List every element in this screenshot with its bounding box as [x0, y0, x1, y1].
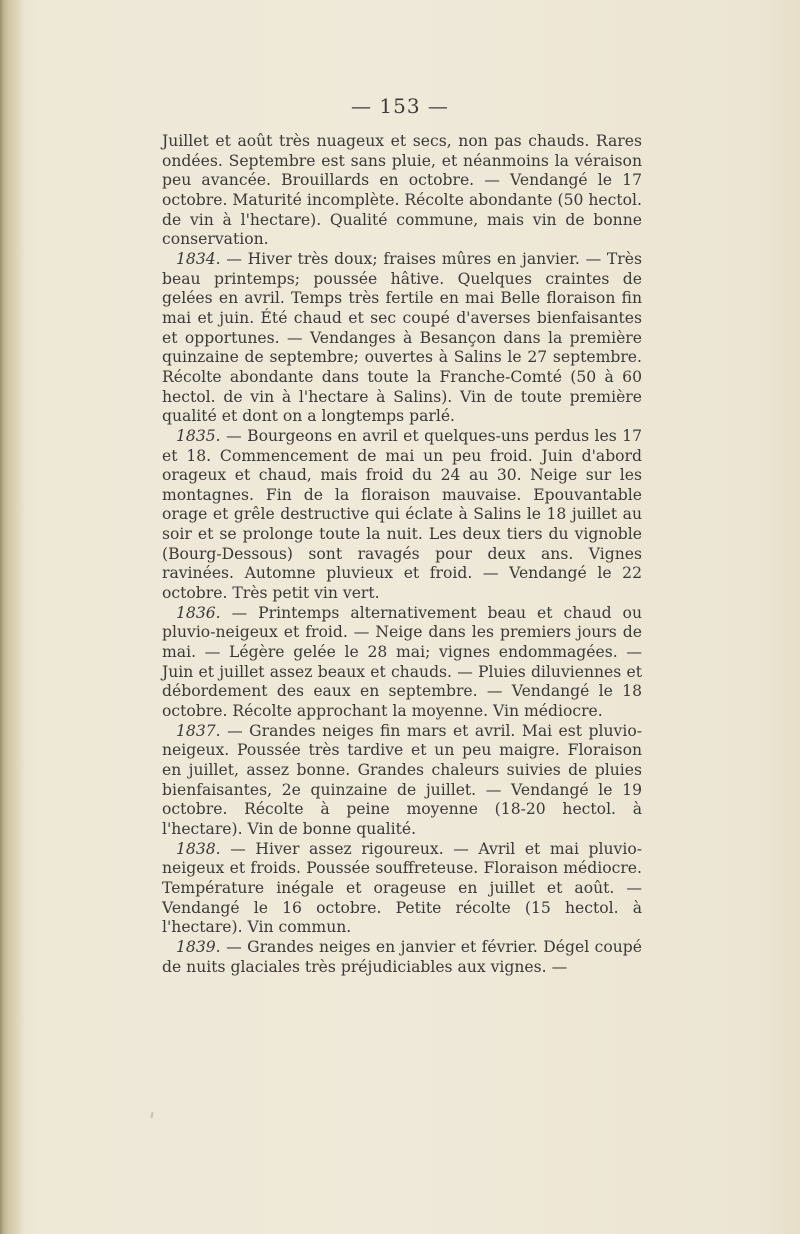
- body-text: [162, 132, 642, 977]
- paragraph-1833-continued: [162, 132, 642, 250]
- year-label: 1838.: [176, 839, 221, 858]
- year-label: 1839.: [176, 937, 221, 956]
- paper-speck: [150, 1112, 153, 1118]
- page-binding-edge: [0, 0, 24, 1234]
- paragraph-1838: [162, 840, 642, 938]
- paragraph-text: — Printemps alternativement beau et chaud ou pluvio-neigeux et froid. — Neige dans les premiers jours de mai. — Légère gelée le 28 mai; vignes endommagées. — Juin et juillet assez beaux et chauds. — Pluies diluviennes et débordement des eaux en septembre. — Vendangé le 18 octobre. Récolte approchant la moyenne. Vin médiocre.: [162, 603, 642, 721]
- paragraph-text: — Grandes neiges fin mars et avril. Mai est pluvio-neigeux. Poussée très tardive et un peu maigre. Floraison en juillet, assez bonne. Grandes chaleurs suivies de pluies bienfaisantes, 2e quinzaine de juillet. — Vendangé le 19 octobre. Récolte à peine moyenne (18-20 hectol. à l'hectare). Vin de bonne qualité.: [162, 721, 642, 838]
- year-label: 1837.: [176, 721, 221, 740]
- paragraph-text: — Bourgeons en avril et quelques-uns perdus les 17 et 18. Commencement de mai un peu froid. Juin d'abord orageux et chaud, mais froid du 24 au 30. Neige sur les montagnes. Fin de la floraison mauvaise. Epouvantable orage et grêle destructive qui éclate à Salins le 18 juillet au soir et se prolonge toute la nuit. Les deux tiers du vignoble (Bourg-Dessous) sont ravagés pour deux ans. Vignes ravinées. Automne pluvieux et froid. — Vendangé le 22 octobre. Très petit vin vert.: [162, 426, 642, 603]
- paragraph-text: — Hiver assez rigoureux. — Avril et mai pluvio-neigeux et froids. Poussée souffreteuse. Floraison médiocre. Température inégale et orageuse en juillet et août. — Vendangé le 16 octobre. Petite récolte (15 hectol. à l'hectare). Vin commun.: [162, 839, 642, 937]
- paragraph-text: — Hiver très doux; fraises mûres en janvier. — Très beau printemps; poussée hâtive. Quelques craintes de gelées en avril. Temps très fertile en mai Belle floraison fin mai et juin. Été chaud et sec coupé d'averses bienfaisantes et opportunes. — Vendanges à Besançon dans la première quinzaine de septembre; ouvertes à Salins le 27 septembre. Récolte abondante dans toute la Franche-Comté (50 à 60 hectol. de vin à l'hectare à Salins). Vin de toute première qualité et dont on a longtemps parlé.: [162, 249, 642, 426]
- paragraph-1836: [162, 604, 642, 722]
- paragraph-1834: [162, 250, 642, 427]
- year-label: 1835.: [176, 426, 221, 445]
- paragraph-1839: [162, 938, 642, 977]
- year-label: 1834.: [176, 249, 221, 268]
- paragraph-1835: [162, 427, 642, 604]
- page-number: — 153 —: [351, 94, 449, 118]
- paragraph-1837: [162, 722, 642, 840]
- year-label: 1836.: [176, 603, 221, 622]
- paragraph-text: Juillet et août très nuageux et secs, non pas chauds. Rares ondées. Septembre est sans pluie, et néanmoins la véraison peu avancée. Brouillards en octobre. — Vendangé le 17 octobre. Maturité incomplète. Récolte abondante (50 hectol. de vin à l'hectare). Qualité commune, mais vin de bonne conservation.: [162, 132, 642, 249]
- paragraph-text: — Grandes neiges en janvier et février. Dégel coupé de nuits glaciales très préjudiciables aux vignes. —: [162, 937, 642, 976]
